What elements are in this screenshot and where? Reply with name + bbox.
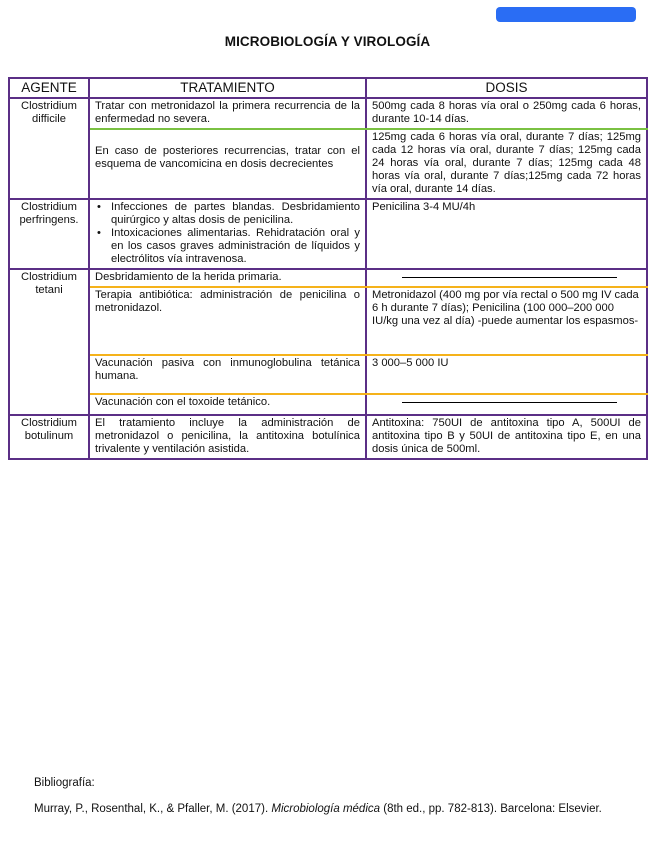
reference-details: (8th ed., pp. 782-813). Barcelona: Elsevier. [383,803,602,815]
dose-cell-empty [366,269,647,287]
table-row [9,394,647,415]
bullet-icon: • [97,227,101,239]
table-row [9,355,647,394]
table-row [9,98,647,129]
treatment-cell: Tratar con metronidazol la primera recurrencia de la enfermedad no severa. [89,98,366,129]
redacted-name-bar [496,7,636,22]
reference-authors: Murray, P., Rosenthal, K., & Pfaller, M. (2017). [34,803,269,815]
agent-tetani: Clostridium tetani [9,269,89,415]
agent-botulinum: Clostridium botulinum [9,415,89,459]
list-item [97,201,360,227]
bibliography [34,776,634,816]
blank-line [402,277,617,278]
treatment-cell: El tratamiento incluye la administración de metronidazol o penicilina, la antitoxina botulínica trivalente y ventilación asistida. [89,415,366,459]
reference-book-title: Microbiología médica [271,803,381,815]
table-row [9,287,647,355]
treatment-cell: Vacunación con el toxoide tetánico. [89,394,366,415]
table-row [9,199,647,269]
treatment-cell: En caso de posteriores recurrencias, tratar con el esquema de vancomicina en dosis decrecientes [89,129,366,199]
header-tratamiento: TRATAMIENTO [89,78,366,98]
treatment-table [8,77,648,460]
treatment-cell: Terapia antibiótica: administración de penicilina o metronidazol. [89,287,366,355]
header-agente: AGENTE [9,78,89,98]
bullet-text: Infecciones de partes blandas. Desbridamiento quirúrgico y altas dosis de penicilina. [111,201,360,226]
dose-cell-empty [366,394,647,415]
table-row [9,269,647,287]
treatment-cell [89,199,366,269]
agent-perfringens: Clostridium perfringens. [9,199,89,269]
bullet-icon: • [97,201,101,213]
treatment-cell: Vacunación pasiva con inmunoglobulina tetánica humana. [89,355,366,394]
bibliography-label: Bibliografía: [34,777,95,789]
treatment-cell: Desbridamiento de la herida primaria. [89,269,366,287]
bullet-text: Intoxicaciones alimentarias. Rehidratación oral y en los casos graves administración de líquidos y electrólitos vía intravenosa. [111,227,360,265]
dose-cell: 125mg cada 6 horas vía oral, durante 7 días; 125mg cada 12 horas vía oral, durante 7 días; 125mg cada 24 horas vía oral, durante 7 días; 125mg cada 48 horas vía oral, durante 7 días;125mg cada 72 horas vía oral, durante 14 días. [366,129,647,199]
table-header-row [9,78,647,98]
table-row [9,129,647,199]
dose-cell: 3 000–5 000 IU [366,355,647,394]
page-title: MICROBIOLOGÍA Y VIROLOGÍA [224,34,431,49]
dose-cell: 500mg cada 8 horas vía oral o 250mg cada 6 horas, durante 10-14 días. [366,98,647,129]
header-dosis: DOSIS [366,78,647,98]
list-item [97,227,360,266]
dose-cell: Penicilina 3-4 MU/4h [366,199,647,269]
dose-cell: Antitoxina: 750UI de antitoxina tipo A, 500UI de antitoxina tipo B y 50UI de antitoxina tipo E, en una dosis única de 500ml. [366,415,647,459]
treatment-bullet-list [95,201,360,266]
bibliography-reference [34,802,634,816]
dose-cell: Metronidazol (400 mg por vía rectal o 500 mg IV cada 6 h durante 7 días); Penicilina (100 000–200 000 IU/kg una vez al día) -puede aumentar los espasmos- [366,287,647,355]
table-row [9,415,647,459]
blank-line [402,402,617,403]
agent-difficile: Clostridium difficile [9,98,89,199]
